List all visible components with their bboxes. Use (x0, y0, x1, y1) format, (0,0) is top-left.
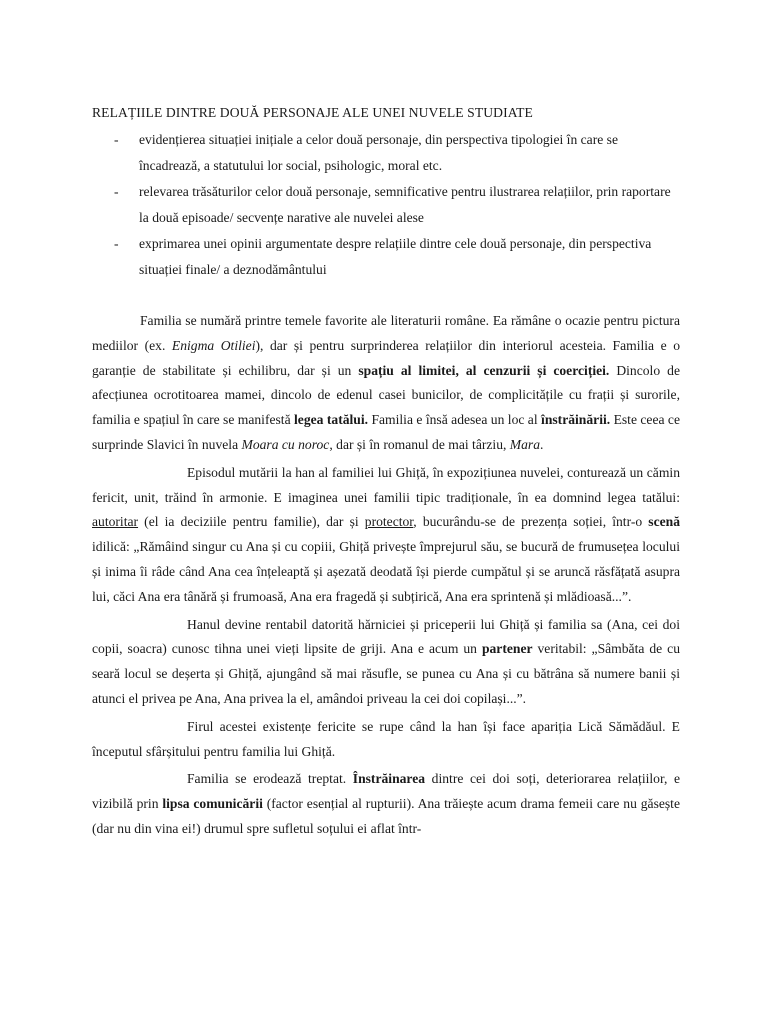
paragraph-intro (92, 309, 680, 458)
text-run: Este ceea ce surprinde Slavici în nuvela (92, 412, 680, 452)
text-run: Episodul mutării la han al familiei lui Ghiță, în expozițiunea nuvelei, conturează un cămin fericit, unit, trăind în armonie. E imaginea unei familii tipic tradiționale, în ea domnind legea tatălui: (92, 464, 680, 505)
text-run: idilică: „Rămâind singur cu Ana și cu copiii, Ghiță privește împrejurul său, se bucură de frumusețea locului și inima îi râde când Ana cea înțeleaptă și așezată deodată își pierde cumpătul și se aruncă răsfățată asupra lui, căci Ana era tânără și frumoasă, Ana era fragedă și subțirică, Ana era sprintenă și mlădioasă...”. (92, 539, 680, 604)
text-run: ), dar și pentru surprinderea relațiilor din interiorul acesteia. Familia e o garanție de stabilitate și echilibru, dar și un (92, 337, 680, 378)
bold-phrase: înstrăinării. (541, 412, 611, 428)
bold-phrase: scenă (648, 514, 680, 530)
bold-phrase: legea tatălui. (294, 412, 369, 428)
text-run: , bucurându-se de prezența soției, într-o (413, 514, 649, 530)
text-run: , dar și în romanul de mai târziu, (329, 436, 510, 452)
bullet-dash: - (114, 184, 119, 199)
underlined-word: protector (364, 514, 414, 530)
title-enigma-otiliei: Enigma Otiliei (171, 337, 256, 353)
bold-phrase: lipsa comunicării (162, 796, 263, 812)
bold-phrase: Înstrăinarea (352, 771, 426, 787)
text-run: Familia se erodează treptat. (187, 771, 353, 787)
text-run: (el ia deciziile pentru familie), dar și (138, 514, 365, 530)
underlined-word: autoritar (92, 514, 139, 530)
bold-phrase: spațiu al limitei, al cenzurii și coerciției. (358, 362, 610, 378)
essay-body (92, 309, 680, 842)
text-run: Dincolo de afecțiunea ocrotitoarea mamei, dincolo de edenul casei bunicilor, de complicitățile cu frații și surorile, familia e spațiul în care se manifestă (92, 362, 680, 428)
paragraph-episode (92, 461, 680, 610)
text-run: . (540, 436, 544, 452)
requirements-list (92, 127, 680, 283)
text-run: Familia se numără printre temele favorite ale literaturii române. Ea rămâne o ocazie pentru pictura mediilor (ex. (92, 313, 680, 353)
bullet-dash: - (114, 236, 119, 251)
list-item (92, 179, 680, 231)
bullet-text: relevarea trăsăturilor celor două personaje, semnificative pentru ilustrarea relațiilor, prin raportare la două episoade/ secvențe narative ale nuvelei alese (139, 184, 671, 225)
bullet-text: evidențierea situației inițiale a celor două personaje, din perspectiva tipologiei în care se încadrează, a statutului lor social, psihologic, moral etc. (139, 132, 618, 173)
title-mara: Mara (509, 436, 541, 452)
paragraph-han (92, 613, 680, 712)
bullet-dash: - (114, 132, 119, 147)
text-run: veritabil: „Sâmbăta de cu seară locul se deșerta și Ghiță, ajungând să mai răsufle, se punea cu Ana și cu bătrâna să numere banii și atunci el privea pe Ana, Ana privea la el, amândoi priveau la cei doi copilași...”. (92, 641, 680, 706)
title-moara-cu-noroc: Moara cu noroc (241, 436, 330, 452)
text-run: Hanul devine rentabil datorită hărniciei și priceperii lui Ghiță și familia sa (Ana, cei doi copii, soacra) cunosc tihna unei vieți lipsite de griji. Ana e acum un (92, 616, 680, 657)
page-title: RELAȚIILE DINTRE DOUĂ PERSONAJE ALE UNEI NUVELE STUDIATE (92, 105, 533, 120)
paragraph-lica (92, 715, 680, 765)
bullet-text: exprimarea unei opinii argumentate despre relațiile dintre cele două personaje, din perspectiva situației finale/ a deznodământului (139, 236, 652, 277)
text-run: Familia e însă adesea un loc al (368, 412, 542, 428)
list-item (92, 127, 680, 179)
text-run: Firul acestei existențe fericite se rupe când la han își face apariția Lică Sămădăul. E începutul sfârșitului pentru familia lui Ghiță. (92, 718, 680, 759)
bold-phrase: partener (481, 641, 533, 657)
paragraph-erosion (92, 767, 680, 841)
text-run: (factor esențial al rupturii). Ana trăiește acum drama femeii care nu găsește (dar nu din vina ei!) drumul spre sufletul soțului ei aflat într- (92, 796, 680, 836)
text-run: dintre cei doi soți, deteriorarea relațiilor, e vizibilă prin (92, 771, 681, 812)
list-item (92, 231, 680, 283)
